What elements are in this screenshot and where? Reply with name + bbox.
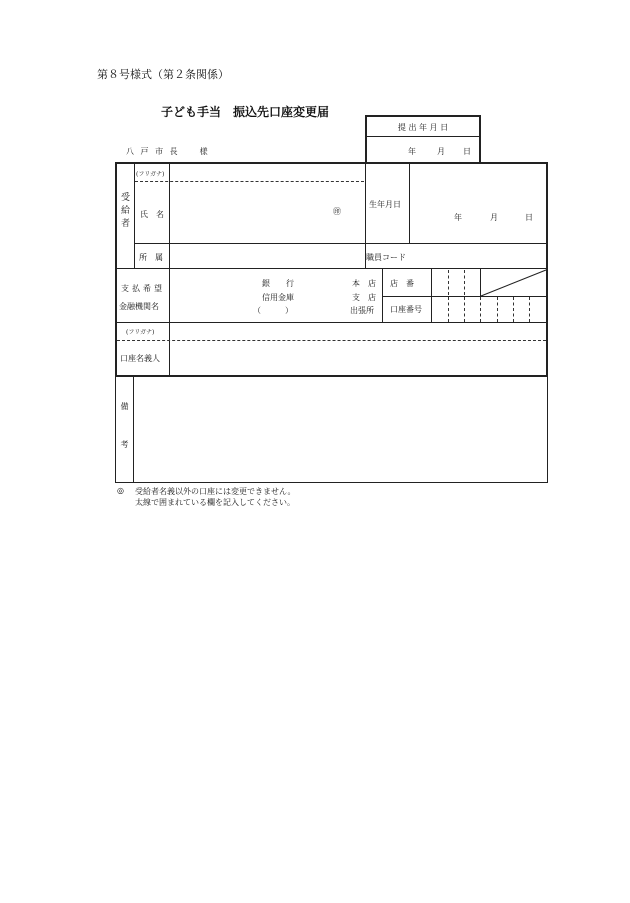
form-title: 子ども手当 振込先口座変更届: [161, 105, 330, 119]
recipient-label: 受給者: [119, 192, 129, 231]
recipient-furigana-label: (フリガナ): [136, 171, 165, 178]
bank-honten: 本 店: [352, 279, 376, 288]
birth-day[interactable]: 日: [525, 213, 533, 222]
seal-mark: ㊞: [333, 207, 341, 216]
bank-shiten: 支 店: [352, 293, 376, 302]
bank-ginko: 銀 行: [262, 279, 294, 288]
bank-shucchojo: 出張所: [350, 306, 374, 315]
birth-year[interactable]: 年: [454, 213, 462, 222]
account-holder-label: 口座名義人: [120, 354, 160, 363]
birthdate-label: 生年月日: [369, 200, 401, 209]
addressee: 八 戸 市 長 様: [126, 147, 210, 156]
bank-label-line2: 金融機関名: [119, 302, 159, 311]
bank-label-line1: 支払希望: [121, 284, 165, 293]
remarks-label: 備考: [120, 402, 129, 478]
employee-code-label: 職員コード: [366, 253, 406, 262]
affiliation-label: 所 属: [139, 253, 163, 262]
diagonal-strike: [480, 269, 547, 297]
bank-paren: （ ）: [253, 306, 293, 315]
notes-line2: 太線で囲まれている欄を記入してください。: [135, 498, 295, 507]
notes-mark: ◎: [117, 486, 124, 495]
account-number-label: 口座番号: [390, 305, 422, 314]
submission-day[interactable]: 日: [463, 147, 471, 156]
birth-month[interactable]: 月: [490, 213, 498, 222]
submission-month[interactable]: 月: [437, 147, 445, 156]
bank-shinyo-kinko: 信用金庫: [262, 293, 294, 302]
notes-line1: 受給者名義以外の口座には変更できません。: [135, 487, 296, 496]
form-number: 第８号様式（第２条関係）: [97, 68, 229, 81]
submission-date-label: 提 出 年 月 日: [397, 123, 449, 132]
holder-furigana-label: (フリガナ): [126, 329, 155, 336]
submission-year[interactable]: 年: [408, 147, 416, 156]
name-label: 氏 名: [140, 210, 164, 219]
branch-number-label: 店 番: [390, 279, 414, 288]
